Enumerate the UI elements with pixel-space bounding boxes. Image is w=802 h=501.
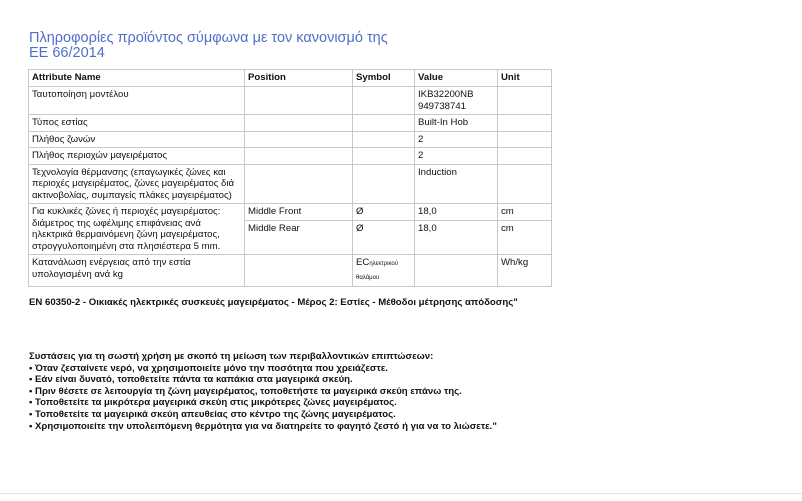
title-line-2: ΕΕ 66/2014 — [29, 45, 105, 61]
header-symbol: Symbol — [353, 70, 415, 87]
value-cell: 2 — [415, 131, 498, 148]
symbol-subscript: ηλεκτρικού θαλάμου — [356, 261, 399, 281]
symbol-main: EC — [356, 257, 370, 268]
table-row — [29, 255, 552, 287]
unit-cell: cm — [498, 204, 552, 221]
attribute-name: Τύπος εστίας — [29, 115, 245, 132]
header-position: Position — [245, 70, 353, 87]
page-title — [29, 31, 388, 61]
value-cell: Induction — [415, 164, 498, 204]
unit-cell — [498, 148, 552, 165]
value-cell — [415, 255, 498, 287]
position-cell: Middle Front — [245, 204, 353, 221]
unit-cell — [498, 131, 552, 148]
symbol-cell — [353, 148, 415, 165]
position-cell — [245, 131, 353, 148]
position-cell: Middle Rear — [245, 221, 353, 255]
standard-note: EN 60350-2 - Οικιακές ηλεκτρικές συσκευές μαγειρέματος - Μέρος 2: Εστίες - Μέθοδοι μέτρησης απόδοσης" — [29, 297, 518, 308]
table-row — [29, 164, 552, 204]
value-cell: 18,0 — [415, 221, 498, 255]
symbol-cell — [353, 255, 415, 287]
symbol-cell — [353, 87, 415, 115]
unit-cell — [498, 115, 552, 132]
symbol-cell: Ø — [353, 221, 415, 255]
symbol-cell — [353, 164, 415, 204]
recommendations — [29, 351, 497, 432]
table-row — [29, 131, 552, 148]
symbol-cell — [353, 131, 415, 148]
table-row — [29, 87, 552, 115]
unit-cell: Wh/kg — [498, 255, 552, 287]
table-row — [29, 115, 552, 132]
attribute-name: Κατανάλωση ενέργειας από την εστία υπολογισμένη ανά kg — [29, 255, 245, 287]
position-cell — [245, 148, 353, 165]
position-cell — [245, 164, 353, 204]
position-cell — [245, 255, 353, 287]
value-cell: 18,0 — [415, 204, 498, 221]
list-item: • Τοποθετείτε τα μαγειρικά σκεύη απευθείας στο κέντρο της ζώνης μαγειρέματος. — [29, 408, 396, 420]
position-cell — [245, 115, 353, 132]
list-item: • Εάν είναι δυνατό, τοποθετείτε πάντα τα καπάκια στα μαγειρικά σκεύη. — [29, 374, 353, 386]
table-header-row — [29, 70, 552, 87]
recommendations-heading: Συστάσεις για τη σωστή χρήση με σκοπό τη μείωση των περιβαλλοντικών επιπτώσεων: — [29, 351, 434, 362]
table-row — [29, 204, 552, 221]
product-info-table — [28, 69, 552, 287]
header-unit: Unit — [498, 70, 552, 87]
title-line-1: Πληροφορίες προϊόντος σύμφωνα με τον κανονισμό της — [29, 30, 388, 46]
symbol-cell: Ø — [353, 204, 415, 221]
unit-cell: cm — [498, 221, 552, 255]
header-value: Value — [415, 70, 498, 87]
attribute-name: Πλήθος ζωνών — [29, 131, 245, 148]
table-row — [29, 148, 552, 165]
divider — [0, 493, 802, 494]
attribute-name: Πλήθος περιοχών μαγειρέματος — [29, 148, 245, 165]
attribute-name: Για κυκλικές ζώνες ή περιοχές μαγειρέματος: διάμετρος της ωφέλιμης επιφάνειας ανά ηλεκτρικά θερμαινόμενη ζώνη μαγειρέματος, στρογγυλοποιημένη στα πλησιέστερα 5 mm. — [29, 204, 245, 255]
symbol-cell — [353, 115, 415, 132]
list-item: • Χρησιμοποιείτε την υπολειπόμενη θερμότητα για να διατηρείτε το φαγητό ζεστό ή για να το λιώσετε." — [29, 420, 497, 432]
value-cell: Built-In Hob — [415, 115, 498, 132]
list-item: • Πριν θέσετε σε λειτουργία τη ζώνη μαγειρέματος, τοποθετήστε τα μαγειρικά σκεύη επάνω της. — [29, 385, 462, 397]
list-item: • Τοποθετείτε τα μικρότερα μαγειρικά σκεύη στις μικρότερες ζώνες μαγειρέματος. — [29, 397, 397, 409]
header-attribute-name: Attribute Name — [29, 70, 245, 87]
unit-cell — [498, 87, 552, 115]
unit-cell — [498, 164, 552, 204]
model-number: 949738741 — [418, 100, 467, 112]
value-cell: 2 — [415, 148, 498, 165]
attribute-name: Ταυτοποίηση μοντέλου — [29, 87, 245, 115]
value-cell — [415, 87, 498, 115]
model-name: IKB32200NB — [418, 89, 474, 100]
attribute-name: Τεχνολογία θέρμανσης (επαγωγικές ζώνες και περιοχές μαγειρέματος, ζώνες μαγειρέματος διά ακτινοβολίας, συμπαγείς πλάκες μαγειρέματος) — [29, 164, 245, 204]
position-cell — [245, 87, 353, 115]
list-item: • Όταν ζεσταίνετε νερό, να χρησιμοποιείτε μόνο την ποσότητα που χρειάζεστε. — [29, 362, 388, 374]
